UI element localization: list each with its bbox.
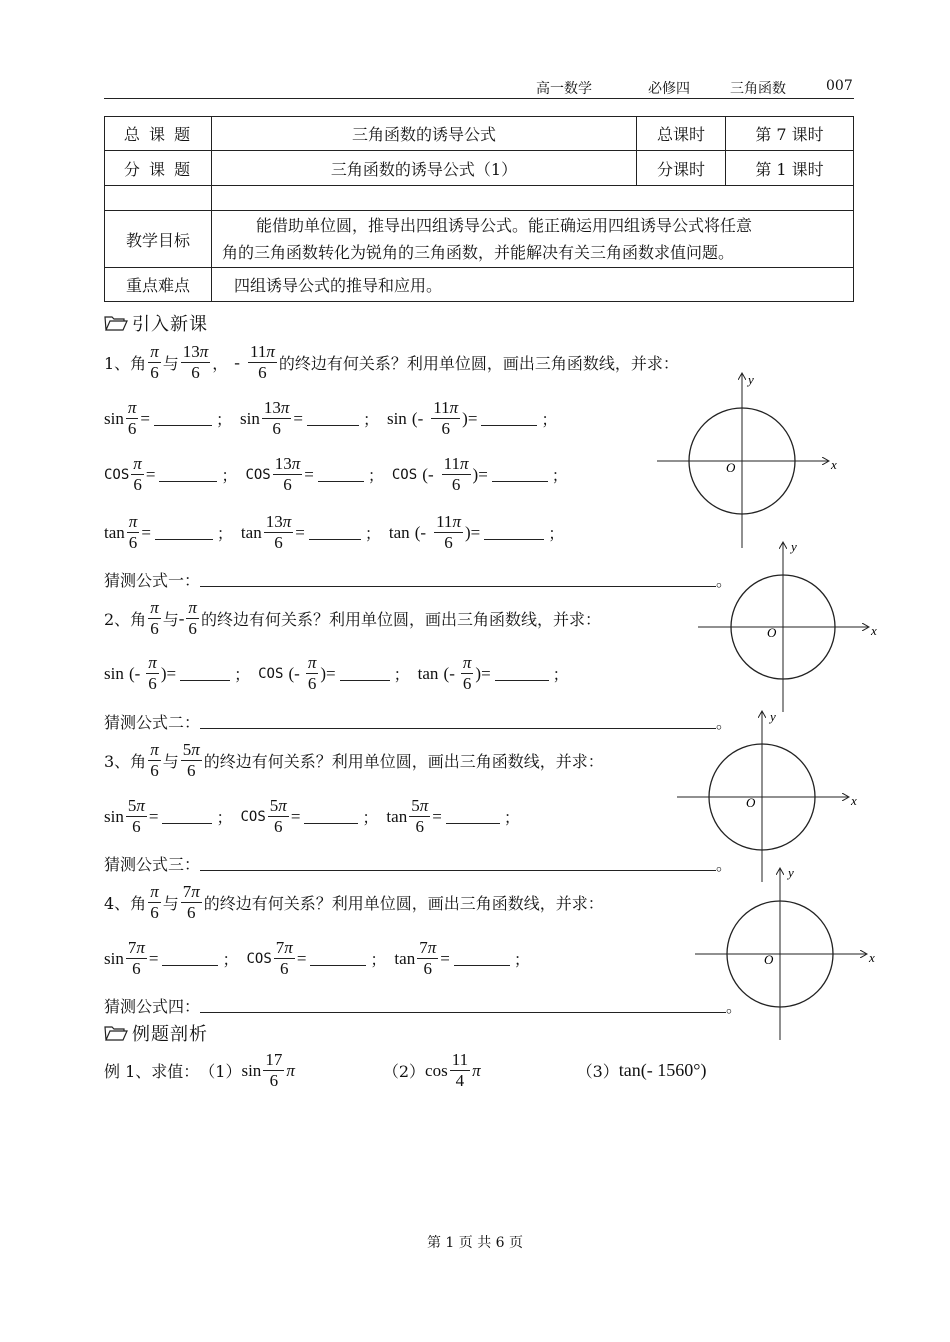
section-intro-label: 引入新课 (132, 314, 208, 335)
q1-sin-row: sin $\frac{\pi}{6}$ = ； sin $\frac{13\pi}{6}$ = ； sin ( - $\frac{11\pi}{6}$ ) = ； (104, 398, 558, 438)
example-1: 例 1、求值： （1） sin $\frac{17}{6}$ π （2） cos $\frac{11}{4}$ π （3） tan(- 1560°) (104, 1050, 707, 1090)
svg-text:y: y (770, 709, 776, 724)
q1-tan-row: tan $\frac{\pi}{6}$ = ； tan $\frac{13\pi}{6}$ = ； tan ( - $\frac{11\pi}{6}$ ) = ； (104, 512, 565, 552)
fraction: $\frac{13\pi}{6}$ (182, 342, 209, 382)
tan-expression: tan(- 1560°) (618, 1060, 707, 1080)
guess-1-label: 猜测公式一： (104, 571, 201, 590)
unit-circle-4 (695, 865, 875, 1040)
q3-values-row: sin $\frac{5\pi}{6}$ = ； COS $\frac{5\pi}{6}$ = ； tan $\frac{5\pi}{6}$ = ； (104, 796, 520, 836)
q3-text: 的终边有何关系？利用单位圆，画出三角函数线，并求： (203, 752, 604, 771)
focus-label: 重点难点 (105, 268, 212, 302)
header-book: 必修四 (648, 81, 690, 97)
q1-and: 与 (162, 354, 179, 373)
svg-text:O: O (746, 795, 756, 810)
topic-label: 总 课 题 (105, 117, 212, 151)
fn-cos: COS (104, 466, 130, 483)
focus-value: 四组诱导公式的推导和应用。 (212, 268, 854, 302)
question-2: 2、角 $\frac{\pi}{6}$ 与 - $\frac{\pi}{6}$ 的终边有何关系？利用单位圆，画出三角函数线，并求： (104, 598, 601, 638)
q2-text: 的终边有何关系？利用单位圆，画出三角函数线，并求： (200, 610, 601, 629)
unit-circle-2 (698, 539, 877, 712)
svg-text:O: O (767, 625, 777, 640)
subtopic-label: 分 课 题 (105, 151, 212, 186)
guess-1-row: 猜测公式一： 。 (104, 568, 732, 591)
total-hours-value: 第 7 课时 (726, 117, 854, 151)
guess-2-label: 猜测公式二： (104, 713, 201, 732)
sub-hours-label: 分课时 (637, 151, 726, 186)
unit-circle-3 (677, 709, 857, 882)
svg-text:O: O (726, 460, 736, 475)
svg-text:x: x (851, 793, 857, 808)
question-3: 3、角 $\frac{\pi}{6}$ 与 $\frac{5\pi}{6}$ 的终边有何关系？利用单位圆，画出三角函数线，并求： (104, 740, 604, 780)
goal-line-2: 角的三角函数转化为锐角的三角函数，并能解决有关三角函数求值问题。 (222, 243, 735, 262)
question-4: 4、角 $\frac{\pi}{6}$ 与 $\frac{7\pi}{6}$ 的终边有何关系？利用单位圆，画出三角函数线，并求： (104, 882, 604, 922)
header-subject: 高一数学 (536, 81, 592, 97)
header-chapter: 三角函数 (730, 81, 786, 97)
guess-2-row: 猜测公式二： 。 (104, 710, 732, 733)
subtopic-value: 三角函数的诱导公式（1） (212, 151, 637, 186)
q2-values-row: sin ( - $\frac{\pi}{6}$ ) = ； COS ( - $\frac{\pi}{6}$ ) = ； tan ( - $\frac{\pi}{6}$ ) = ； (104, 653, 569, 693)
guess-4-row: 猜测公式四： 。 (104, 994, 742, 1017)
q1-prefix: 1、角 (104, 354, 147, 373)
svg-text:x: x (869, 950, 875, 965)
q1-text: 的终边有何关系？利用单位圆，画出三角函数线，并求： (278, 354, 679, 373)
fn-sin: sin (104, 408, 124, 428)
svg-text:y: y (748, 372, 754, 387)
q4-prefix: 4、角 (104, 894, 147, 913)
header-code: 007 (826, 78, 853, 94)
page-footer: 第 1 页 共 6 页 (426, 1235, 524, 1251)
svg-text:y: y (788, 865, 794, 880)
goal-label: 教学目标 (105, 211, 212, 268)
q1-comma: ， (212, 354, 229, 373)
guess-3-label: 猜测公式三： (104, 855, 201, 874)
guess-3-row: 猜测公式三： 。 (104, 852, 732, 875)
unit-circle-1 (657, 372, 837, 548)
q3-prefix: 3、角 (104, 752, 147, 771)
total-hours-label: 总课时 (637, 117, 726, 151)
section-examples-label: 例题剖析 (132, 1024, 208, 1045)
goal-line-1: 能借助单位圆，推导出四组诱导公式。能正确运用四组诱导公式将任意 (256, 216, 753, 235)
fraction: $\frac{11\pi}{6}$ (249, 342, 275, 382)
svg-text:x: x (831, 457, 837, 472)
example-label: 例 1、求值： (104, 1062, 200, 1081)
q2-prefix: 2、角 (104, 610, 147, 629)
q4-values-row: sin $\frac{7\pi}{6}$ = ； COS $\frac{7\pi}{6}$ = ； tan $\frac{7\pi}{6}$ = ； (104, 938, 530, 978)
sub-hours-value: 第 1 课时 (726, 151, 854, 186)
q1-cos-row: COS $\frac{\pi}{6}$ = ； COS $\frac{13\pi}{6}$ = ； COS ( - $\frac{11\pi}{6}$ ) = ； (104, 454, 568, 494)
svg-text:x: x (871, 623, 877, 638)
topic-value: 三角函数的诱导公式 (212, 117, 637, 151)
svg-text:y: y (791, 539, 797, 554)
q4-text: 的终边有何关系？利用单位圆，画出三角函数线，并求： (203, 894, 604, 913)
minus-sign: - (234, 352, 240, 372)
guess-4-label: 猜测公式四： (104, 997, 201, 1016)
svg-text:O: O (764, 952, 774, 967)
fn-tan: tan (104, 522, 125, 542)
fraction: $\frac{\pi}{6}$ (150, 342, 159, 382)
